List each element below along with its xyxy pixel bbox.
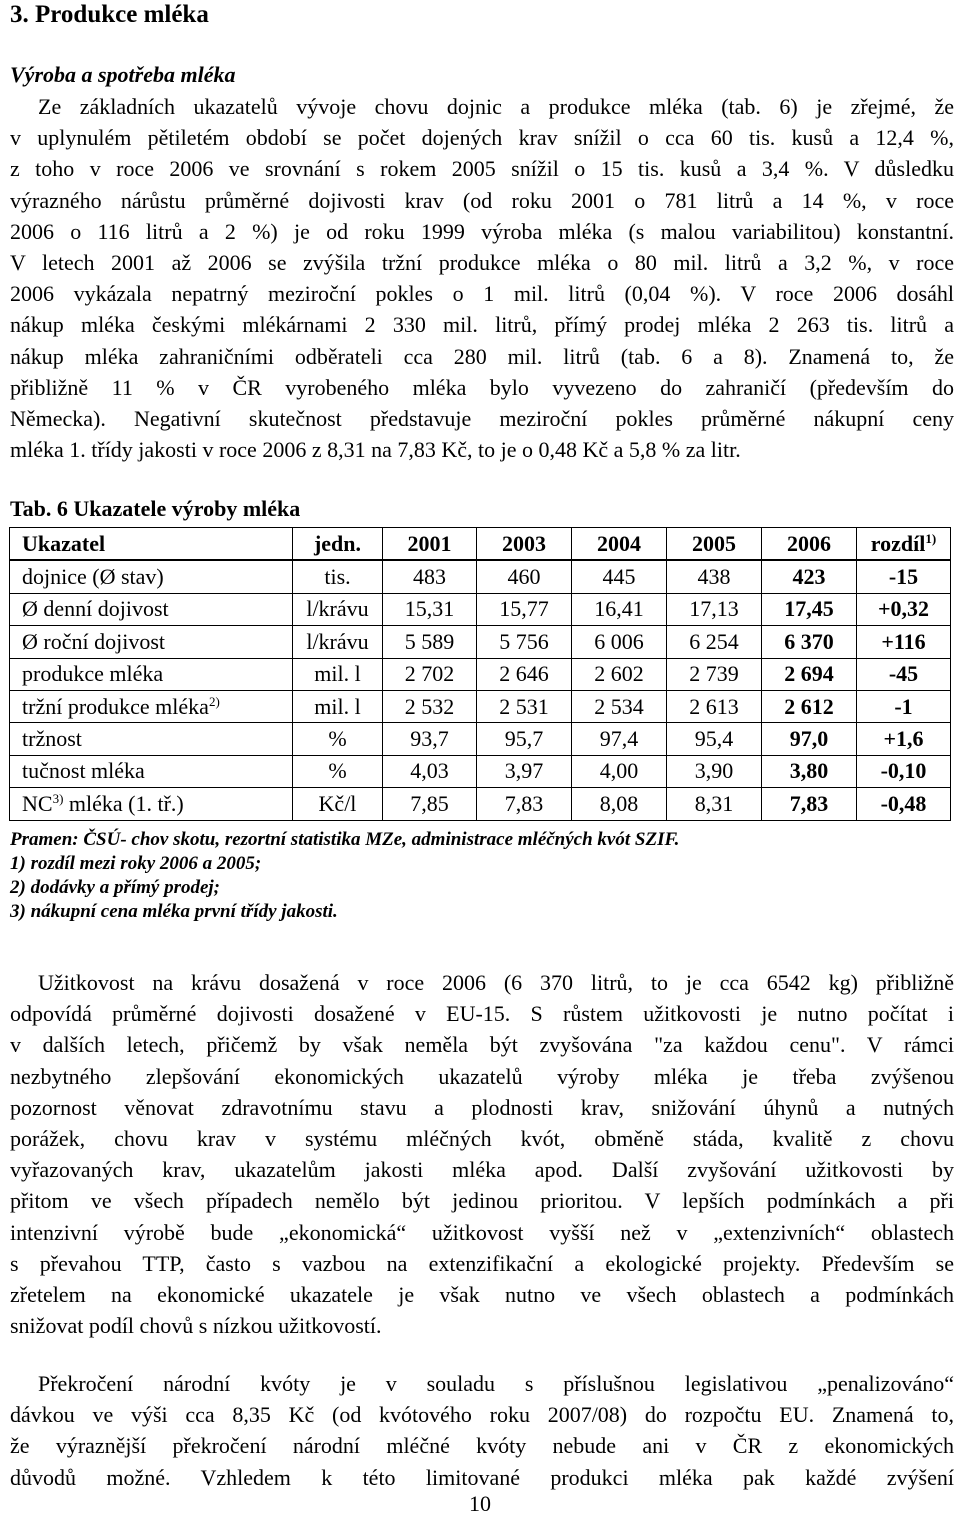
paragraph-line: zřetelem na ekonomické ukazatele je však nutno ve všech oblastech a podmínkách: [10, 1281, 954, 1307]
indicator-name-cell: [10, 723, 293, 755]
table-row: [10, 593, 951, 625]
value-2003: 2 531: [477, 690, 572, 722]
value-2004: 97,4: [572, 723, 667, 755]
paragraph-line: pozornost věnovat zdravotnímu stavu a plodnosti krav, snižování úhynů a nutných: [10, 1094, 954, 1120]
value-2004: 445: [572, 560, 667, 593]
header-indicator: Ukazatel: [10, 528, 293, 561]
footnote-3: 3) nákupní cena mléka první třídy jakosti.: [10, 901, 338, 922]
intro-line: přibližně 11 % v ČR vyrobeného mléka bylo vyvezeno do zahraničí (především do: [10, 374, 954, 400]
intro-line: mléka 1. třídy jakosti v roce 2006 z 8,31 na 7,83 Kč, to je o 0,48 Kč a 5,8 % za litr.: [10, 437, 741, 463]
value-2005: 438: [667, 560, 762, 593]
paragraph-line: nezbytného zlepšování ekonomických ukazatelů výroby mléka je třeba zvýšenou: [10, 1063, 954, 1089]
value-2001: 2 532: [383, 690, 477, 722]
difference-cell: -45: [857, 658, 951, 690]
value-2001: 5 589: [383, 626, 477, 658]
value-2006: 3,80: [762, 755, 857, 787]
indicator-name: tučnost mléka: [22, 758, 145, 784]
value-2004: 8,08: [572, 788, 667, 820]
intro-line: výrazného nárůstu průměrné dojivosti krav (od roku 2001 o 781 litrů a 14 %, v roce: [10, 187, 954, 213]
indicator-name-cell: [10, 658, 293, 690]
value-2006: 423: [762, 560, 857, 593]
value-2001: 483: [383, 560, 477, 593]
table-row: [10, 755, 951, 787]
indicator-name-cell: [10, 690, 293, 722]
value-2006: 2 694: [762, 658, 857, 690]
value-2005: 2 739: [667, 658, 762, 690]
page-number: 10: [469, 1491, 491, 1516]
value-2005: 6 254: [667, 626, 762, 658]
header-2006: 2006: [762, 528, 857, 561]
intro-line: Německa). Negativní skutečnost představuje meziroční pokles průměrné nákupní ceny: [10, 405, 954, 431]
intro-line: v uplynulém pětiletém období se počet dojených krav snížil o cca 60 tis. kusů a 12,4 %,: [10, 125, 954, 151]
indicator-name-cell: [10, 593, 293, 625]
unit-cell: l/krávu: [293, 626, 383, 658]
table-row: [10, 626, 951, 658]
unit-cell: l/krávu: [293, 593, 383, 625]
paragraph-line: přitom ve všech případech nemělo být jedinou prioritou. V lepších podmínkách a při: [10, 1188, 954, 1214]
difference-cell: -1: [857, 690, 951, 722]
intro-line: Ze základních ukazatelů vývoje chovu dojnic a produkce mléka (tab. 6) je zřejmé, že: [38, 94, 954, 119]
header-unit: jedn.: [293, 528, 383, 561]
difference-cell: +116: [857, 626, 951, 658]
header-2005: 2005: [667, 528, 762, 561]
unit-cell: tis.: [293, 560, 383, 593]
table-notes: [10, 828, 679, 924]
section-heading: 3. Produkce mléka: [10, 1, 209, 28]
value-2006: 6 370: [762, 626, 857, 658]
paragraph-line: důvodů možné. Vzhledem k této limitované produkci mléka pak každé zvýšení: [10, 1464, 954, 1490]
value-2004: 4,00: [572, 755, 667, 787]
indicator-name: NC: [22, 790, 53, 816]
yield-paragraph: [10, 967, 954, 1341]
quota-paragraph: [10, 1368, 954, 1493]
difference-cell: -15: [857, 560, 951, 593]
value-2003: 95,7: [477, 723, 572, 755]
value-2001: 2 702: [383, 658, 477, 690]
intro-line: z toho v roce 2006 ve srovnání s rokem 2005 snížil o 15 tis. kusů a 3,4 %. V důsledku: [10, 156, 954, 182]
indicator-name-cell: [10, 626, 293, 658]
value-2005: 8,31: [667, 788, 762, 820]
header-difference: [857, 528, 951, 561]
milk-indicators-table: [9, 527, 951, 821]
paragraph-line: Užitkovost na krávu dosažená v roce 2006 (6 370 litrů, to je cca 6542 kg) přibližně: [38, 970, 954, 995]
intro-paragraph: [10, 91, 954, 465]
value-2006: 7,83: [762, 788, 857, 820]
value-2004: 2 534: [572, 690, 667, 722]
value-2001: 93,7: [383, 723, 477, 755]
table-source: Pramen: ČSÚ- chov skotu, rezortní statistika MZe, administrace mléčných kvót SZIF.: [10, 829, 680, 850]
unit-cell: mil. l: [293, 658, 383, 690]
paragraph-line: v dalších letech, přičemž by však neměla být zvyšována "za každou cenu". V rámci: [10, 1032, 954, 1058]
value-2003: 2 646: [477, 658, 572, 690]
paragraph-line: snižovat podíl chovů s nízkou užitkovostí.: [10, 1313, 382, 1339]
table-row: [10, 723, 951, 755]
value-2003: 15,77: [477, 593, 572, 625]
paragraph-line: vyřazovaných krav, ukazatelům jakosti mléka apod. Další zvyšování užitkovosti by: [10, 1157, 954, 1183]
difference-cell: -0,48: [857, 788, 951, 820]
indicator-footnote-mark: 2): [208, 693, 220, 709]
indicator-name-cell: [10, 755, 293, 787]
indicator-name-suffix: mléka (1. tř.): [63, 790, 184, 816]
value-2006: 2 612: [762, 690, 857, 722]
indicator-name: produkce mléka: [22, 661, 164, 687]
value-2003: 5 756: [477, 626, 572, 658]
intro-line: V letech 2001 až 2006 se zvýšila tržní produkce mléka o 80 mil. litrů a 3,2 %, v roce: [10, 249, 954, 275]
value-2004: 16,41: [572, 593, 667, 625]
value-2006: 97,0: [762, 723, 857, 755]
table-row: [10, 690, 951, 722]
paragraph-line: s převahou TTP, často s vazbou na extenzifikační a ekologické projekty. Především se: [10, 1250, 954, 1276]
value-2003: 7,83: [477, 788, 572, 820]
paragraph-line: dávkou ve výši cca 8,35 Kč (od kvótového roku 2007/08) do rozpočtu EU. Znamená to,: [10, 1402, 954, 1428]
table-header-row: [10, 528, 951, 561]
value-2004: 2 602: [572, 658, 667, 690]
unit-cell: %: [293, 755, 383, 787]
difference-cell: +0,32: [857, 593, 951, 625]
paragraph-line: porážek, chovu krav v systému mléčných kvót, obměně stáda, kvalitě z chovu: [10, 1125, 954, 1151]
subheading: Výroba a spotřeba mléka: [10, 62, 236, 87]
header-difference-note: 1): [925, 530, 937, 546]
indicator-name: tržnost: [22, 726, 82, 752]
paragraph-line: intenzivní výrobě bude „ekonomická“ užitkovost vyšší než v „extenzivních“ oblastech: [10, 1219, 954, 1245]
value-2001: 7,85: [383, 788, 477, 820]
paragraph-line: odpovídá průměrné dojivosti dosažené v EU-15. S růstem užitkovosti je nutno počítat i: [10, 1001, 954, 1027]
value-2003: 460: [477, 560, 572, 593]
indicator-name-cell: [10, 560, 293, 593]
table-row: [10, 788, 951, 820]
value-2005: 3,90: [667, 755, 762, 787]
table-caption: Tab. 6 Ukazatele výroby mléka: [10, 496, 301, 521]
header-2003: 2003: [477, 528, 572, 561]
intro-line: 2006 o 116 litrů a 2 %) je od roku 1999 výroba mléka (s malou variabilitou) konstantní.: [10, 218, 954, 244]
header-difference-label: rozdíl: [870, 530, 926, 556]
value-2003: 3,97: [477, 755, 572, 787]
indicator-name: Ø denní dojivost: [22, 596, 169, 622]
value-2005: 95,4: [667, 723, 762, 755]
indicator-footnote-mark: 3): [52, 790, 64, 806]
unit-cell: mil. l: [293, 690, 383, 722]
value-2004: 6 006: [572, 626, 667, 658]
unit-cell: Kč/l: [293, 788, 383, 820]
paragraph-line: že výraznější překročení národní mléčné kvóty nebude ani v ČR z ekonomických: [10, 1433, 954, 1459]
value-2005: 17,13: [667, 593, 762, 625]
paragraph-line: Překročení národní kvóty je v souladu s příslušnou legislativou „penalizováno“: [38, 1371, 954, 1396]
value-2001: 4,03: [383, 755, 477, 787]
header-2001: 2001: [383, 528, 477, 561]
table-row: [10, 658, 951, 690]
value-2001: 15,31: [383, 593, 477, 625]
difference-cell: -0,10: [857, 755, 951, 787]
footnote-2: 2) dodávky a přímý prodej;: [10, 877, 221, 898]
difference-cell: +1,6: [857, 723, 951, 755]
value-2005: 2 613: [667, 690, 762, 722]
indicator-name: dojnice (Ø stav): [22, 564, 164, 590]
intro-line: nákup mléka zahraničními odběrateli cca 280 mil. litrů (tab. 6 a 8). Znamená to, že: [10, 343, 954, 369]
header-2004: 2004: [572, 528, 667, 561]
value-2006: 17,45: [762, 593, 857, 625]
intro-line: 2006 vykázala nepatrný meziroční pokles o 1 mil. litrů (0,04 %). V roce 2006 dosáhl: [10, 281, 954, 307]
unit-cell: %: [293, 723, 383, 755]
indicator-name-cell: [10, 788, 293, 820]
intro-line: nákup mléka českými mlékárnami 2 330 mil. litrů, přímý prodej mléka 2 263 tis. litrů a: [10, 312, 954, 338]
footnote-1: 1) rozdíl mezi roky 2006 a 2005;: [10, 853, 262, 874]
table-row: [10, 560, 951, 593]
indicator-name: Ø roční dojivost: [22, 628, 165, 654]
indicator-name: tržní produkce mléka: [22, 693, 209, 719]
